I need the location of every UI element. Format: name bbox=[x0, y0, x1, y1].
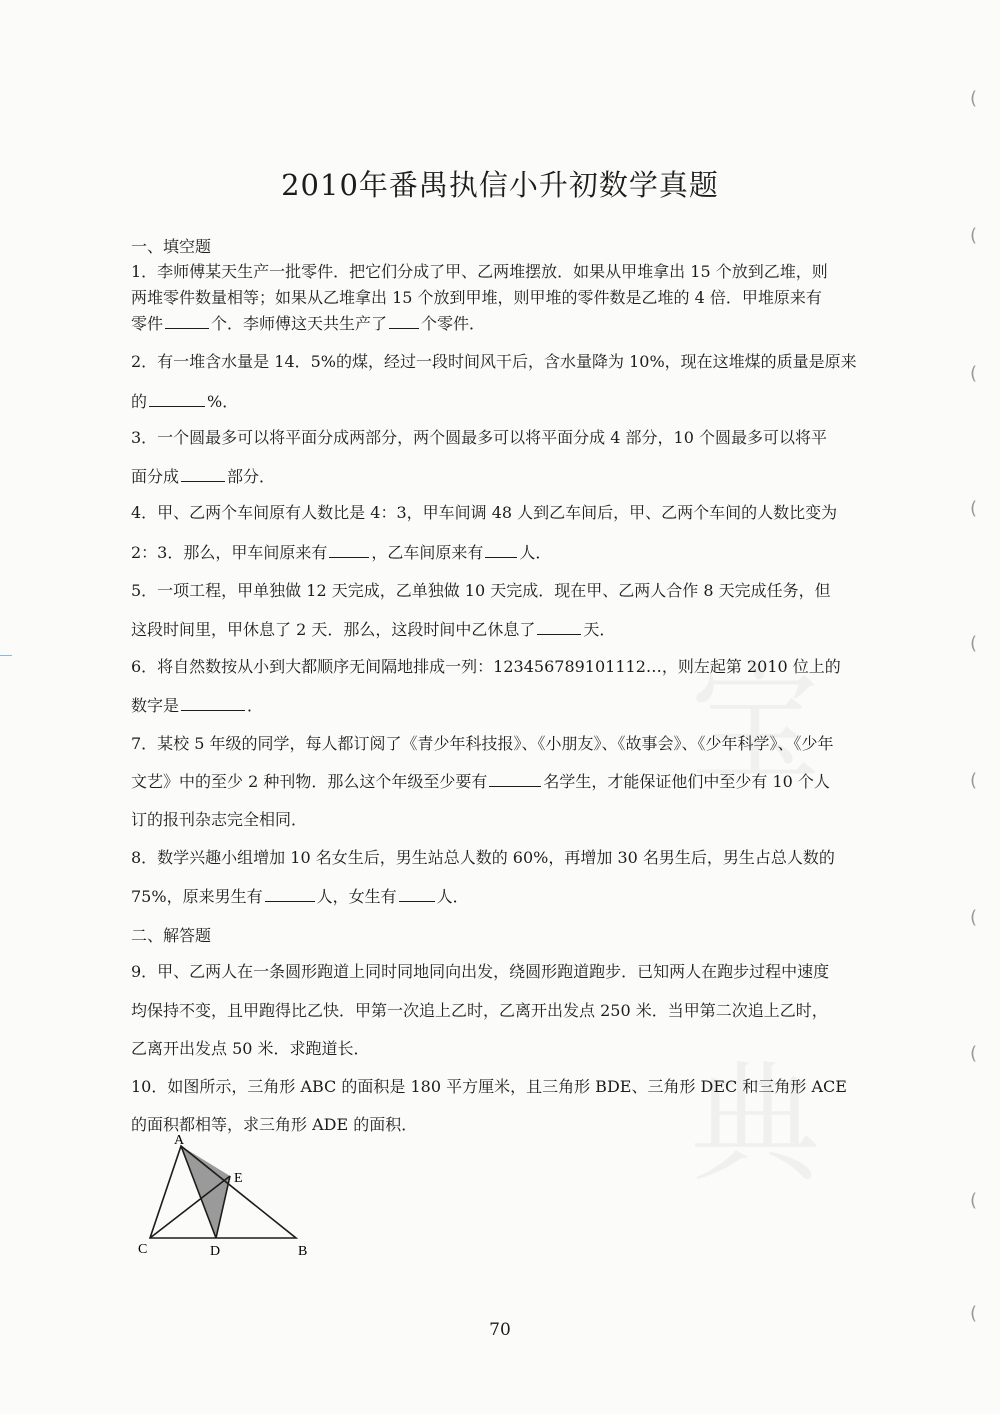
shaded-triangle-ade bbox=[181, 1146, 230, 1238]
question-7-line-2: 文艺》中的至少 2 种刊物．那么这个年级至少要有 名学生，才能保证他们中至少有 10 个人 bbox=[131, 772, 830, 791]
question-3-line-2: 面分成 部分． bbox=[131, 467, 276, 486]
question-8-line-1: 8．数学兴趣小组增加 10 名女生后，男生站总人数的 60%，再增加 30 名男生后，男生占总人数的 bbox=[131, 848, 835, 867]
answer-blank[interactable] bbox=[265, 885, 315, 902]
watermark-char bbox=[690, 1020, 820, 1207]
question-8-line-2: 75%，原来男生有 人，女生有 人． bbox=[131, 887, 469, 906]
answer-blank[interactable] bbox=[181, 465, 225, 482]
section-heading-solve: 二、解答题 bbox=[131, 926, 212, 945]
question-10-line-1: 10．如图所示，三角形 ABC 的面积是 180 平方厘米，且三角形 BDE、三角形 DEC 和三角形 ACE bbox=[131, 1077, 847, 1096]
question-2-line-2: 的 %． bbox=[131, 392, 239, 411]
answer-blank[interactable] bbox=[485, 541, 517, 558]
binding-mark: ( bbox=[970, 88, 978, 109]
label-c: C bbox=[138, 1242, 148, 1257]
answer-blank[interactable] bbox=[389, 312, 419, 329]
question-4-line-1: 4．甲、乙两个车间原有人数比是 4：3，甲车间调 48 人到乙车间后，甲、乙两个车间的人数比变为 bbox=[131, 503, 838, 522]
binding-mark: ( bbox=[970, 498, 978, 519]
answer-blank[interactable] bbox=[165, 312, 209, 329]
question-2-line-1: 2．有一堆含水量是 14．5%的煤，经过一段时间风干后，含水量降为 10%，现在这堆煤的质量是原来 bbox=[131, 352, 857, 371]
answer-blank[interactable] bbox=[181, 694, 245, 711]
question-9-line-3: 乙离开出发点 50 米．求跑道长． bbox=[131, 1039, 370, 1058]
label-a: A bbox=[174, 1133, 185, 1148]
section-heading-fill-in: 一、填空题 bbox=[131, 237, 212, 256]
question-9-line-1: 9．甲、乙两人在一条圆形跑道上同时同地同向出发，绕圆形跑道跑步．已知两人在跑步过程中速度 bbox=[131, 962, 830, 981]
question-7-line-1: 7．某校 5 年级的同学，每人都订阅了《青少年科技报》、《小朋友》、《故事会》、《少年科学》、《少年 bbox=[131, 734, 834, 753]
question-4-line-2: 2：3．那么，甲车间原来有 ，乙车间原来有 人． bbox=[131, 543, 552, 562]
binding-mark: ( bbox=[970, 225, 978, 246]
answer-blank[interactable] bbox=[399, 885, 435, 902]
label-b: B bbox=[298, 1244, 308, 1259]
binding-mark: ( bbox=[970, 1190, 978, 1211]
question-6-line-1: 6．将自然数按从小到大都顺序无间隔地排成一列：123456789101112…，则左起第 2010 位上的 bbox=[131, 657, 841, 676]
question-1-line-3: 零件 个．李师傅这天共生产了 个零件． bbox=[131, 314, 486, 333]
binding-mark: ( bbox=[970, 1303, 978, 1324]
question-6-line-2: 数字是 ． bbox=[131, 696, 264, 715]
question-10-line-2: 的面积都相等，求三角形 ADE 的面积． bbox=[131, 1115, 418, 1134]
label-e: E bbox=[234, 1171, 243, 1186]
binding-mark: ( bbox=[970, 633, 978, 654]
answer-blank[interactable] bbox=[489, 770, 541, 787]
question-1-line-2: 两堆零件数量相等；如果从乙堆拿出 15 个放到甲堆，则甲堆的零件数是乙堆的 4 倍．甲堆原来有 bbox=[131, 288, 822, 307]
answer-blank[interactable] bbox=[537, 618, 581, 635]
binding-mark: ( bbox=[970, 1043, 978, 1064]
binding-mark: ( bbox=[970, 907, 978, 928]
question-9-line-2: 均保持不变，且甲跑得比乙快．甲第一次追上乙时，乙离开出发点 250 米．当甲第二次追上乙时， bbox=[131, 1001, 828, 1020]
question-7-line-3: 订的报刊杂志完全相同． bbox=[131, 810, 308, 829]
triangle-figure bbox=[130, 1130, 320, 1265]
binding-mark: ( bbox=[970, 363, 978, 384]
answer-blank[interactable] bbox=[329, 541, 369, 558]
question-5-line-2: 这段时间里，甲休息了 2 天．那么，这段时间中乙休息了 天． bbox=[131, 620, 616, 639]
binding-mark: ( bbox=[970, 770, 978, 791]
page-title: 2010年番禺执信小升初数学真题 bbox=[281, 168, 719, 202]
scan-edge-line bbox=[0, 655, 12, 656]
page-number: 70 bbox=[489, 1320, 511, 1340]
answer-blank[interactable] bbox=[149, 390, 205, 407]
question-5-line-1: 5．一项工程，甲单独做 12 天完成，乙单独做 10 天完成．现在甲、乙两人合作 8 天完成任务，但 bbox=[131, 581, 831, 600]
question-1-line-1: 1．李师傅某天生产一批零件．把它们分成了甲、乙两堆摆放．如果从甲堆拿出 15 个放到乙堆，则 bbox=[131, 262, 828, 281]
label-d: D bbox=[210, 1244, 221, 1259]
question-3-line-1: 3．一个圆最多可以将平面分成两部分，两个圆最多可以将平面分成 4 部分，10 个圆最多可以将平 bbox=[131, 428, 827, 447]
